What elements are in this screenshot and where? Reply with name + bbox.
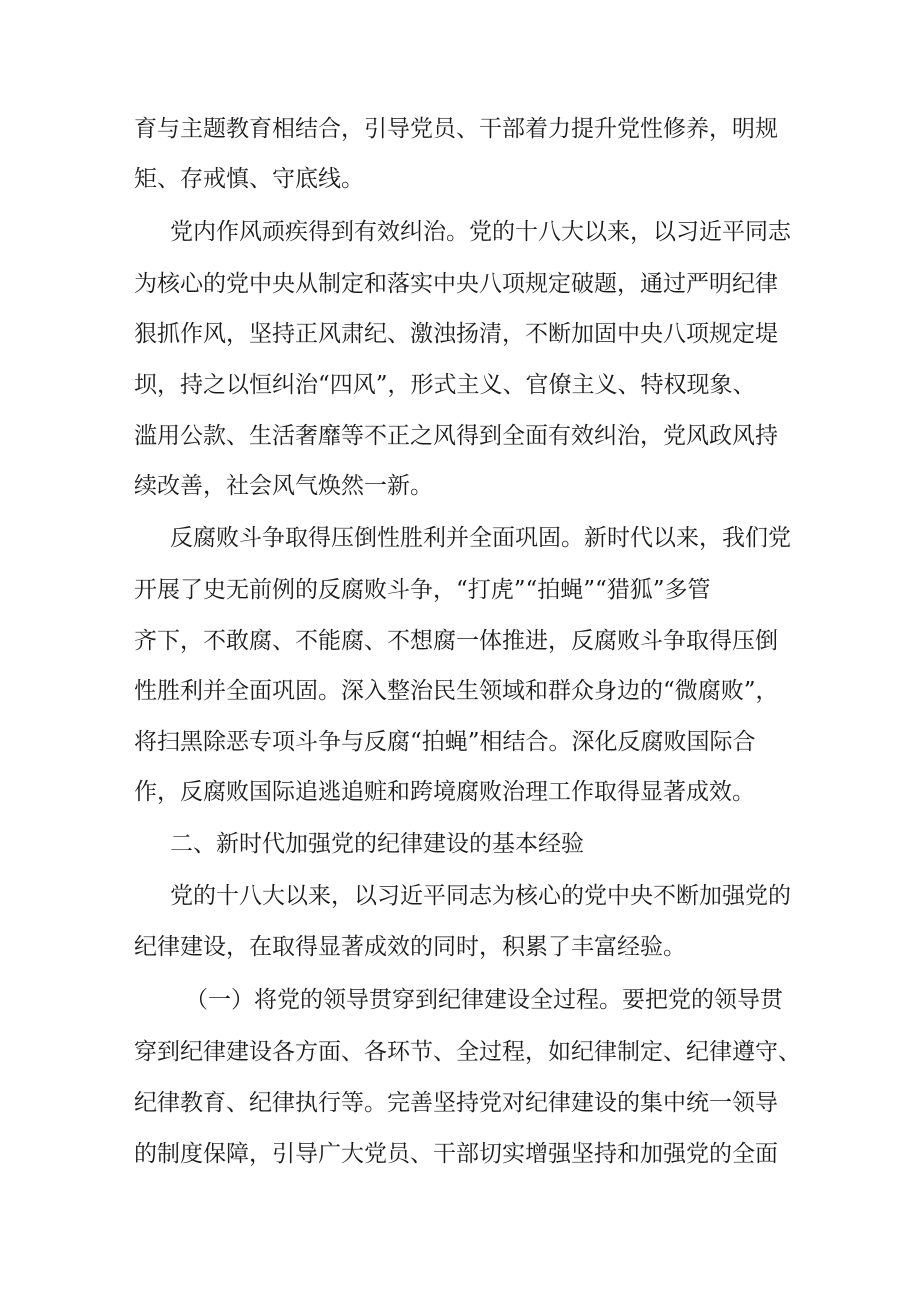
text-line: 滥用公款、生活奢靡等不正之风得到全面有效纠治，党风政风持 [134,423,778,449]
text-line: 的制度保障，引导广大党员、干部切实增强坚持和加强党的全面 [134,1141,778,1167]
text-line: 续改善，社会风气焕然一新。 [134,473,433,499]
text-line: 纪律建设，在取得显著成效的同时，积累了丰富经验。 [134,934,686,960]
section-heading: 二、新时代加强党的纪律建设的基本经验 [170,831,584,857]
paragraph-start-line: 反腐败斗争取得压倒性胜利并全面巩固。新时代以来，我们党 [170,525,791,551]
text-line: 狠抓作风，坚持正风肃纪、激浊扬清，不断加固中央八项规定堤 [134,321,778,347]
text-line: 将扫黑除恶专项斗争与反腐“拍蝇”相结合。深化反腐败国际合 [134,729,756,755]
text-line: 性胜利并全面巩固。深入整治民生领域和群众身边的“微腐败”， [134,678,779,704]
subsection-start-line: （一）将党的领导贯穿到纪律建设全过程。要把党的领导贯 [185,987,783,1013]
paragraph-start-line: 党的十八大以来，以习近平同志为核心的党中央不断加强党的 [170,883,791,909]
text-line: 开展了史无前例的反腐败斗争，“打虎”“拍蝇”“猎狐”多管 [134,577,711,603]
text-line: 穿到纪律建设各方面、各环节、全过程，如纪律制定、纪律遵守、 [134,1039,801,1065]
text-line: 纪律教育、纪律执行等。完善坚持党对纪律建设的集中统一领导 [134,1090,778,1116]
paragraph-start-line: 党内作风顽疾得到有效纠治。党的十八大以来，以习近平同志 [170,219,791,245]
text-line: 坝，持之以恒纠治“四风”，形式主义、官僚主义、特权现象、 [134,372,756,398]
text-line: 齐下，不敢腐、不能腐、不想腐一体推进，反腐败斗争取得压倒 [134,628,778,654]
text-line: 为核心的党中央从制定和落实中央八项规定破题，通过严明纪律 [134,271,778,297]
text-line: 作，反腐败国际追逃追赃和跨境腐败治理工作取得显著成效。 [134,779,755,805]
text-line: 矩、存戒慎、守底线。 [134,166,364,192]
text-line: 育与主题教育相结合，引导党员、干部着力提升党性修养，明规 [134,116,778,142]
